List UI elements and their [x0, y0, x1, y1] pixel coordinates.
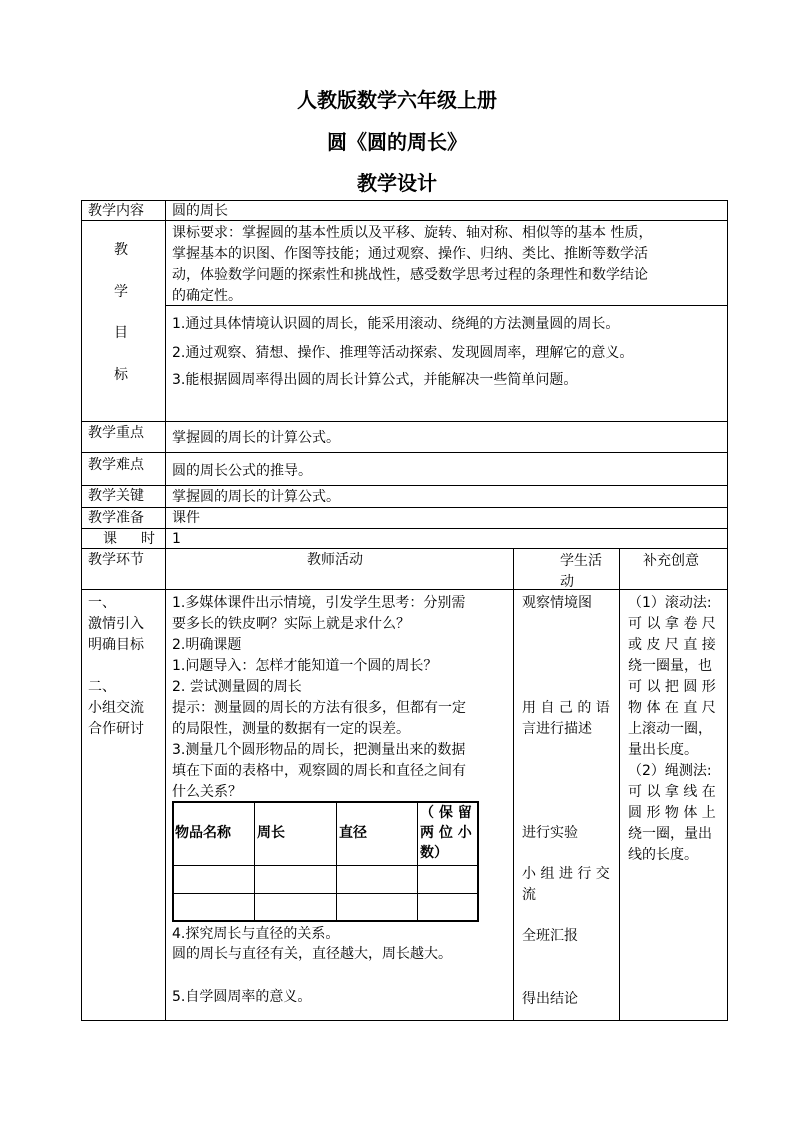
col-line [165, 200, 166, 1021]
header-student-b: 动 [560, 574, 574, 590]
curriculum-line: 课标要求：掌握圆的基本性质以及平移、旋转、轴对称、相似等的基本 性质， [172, 225, 653, 241]
inner-row-line [172, 865, 479, 866]
prep-value: 课件 [172, 510, 200, 526]
period-label-a: 课 [103, 531, 117, 547]
content-value: 圆的周长 [172, 203, 228, 219]
goals-label-char: 标 [114, 367, 128, 383]
table-border-bottom [81, 1020, 728, 1021]
key-point-value: 掌握圆的周长的计算公式。 [172, 430, 340, 446]
student-activity: 言进行描述 [522, 721, 592, 737]
inner-border-left [172, 801, 174, 922]
row-line [81, 589, 728, 590]
extra-line: 可 以 拿 卷 尺 [628, 616, 716, 632]
stage-line: 一、 [88, 595, 116, 611]
period-value: 1 [172, 531, 181, 547]
header-stage: 教学环节 [88, 552, 144, 568]
row-line [165, 305, 728, 306]
extra-line: 或 皮 尺 直 接 [628, 637, 716, 653]
teacher-line: 填在下面的表格中，观察圆的周长和直径之间有 [172, 763, 466, 779]
row-line [81, 485, 728, 486]
measure-header-precision: 数） [420, 845, 448, 861]
teacher-line: 2. 尝试测量圆的周长 [172, 679, 302, 695]
teacher-line: 1.多媒体课件出示情境，引发学生思考：分别需 [172, 595, 466, 611]
measure-header-precision: （ 保 留 [420, 805, 472, 821]
inner-col-line [254, 801, 255, 922]
teacher-line: 的局限性，测量的数据有一定的误差。 [172, 721, 410, 737]
extra-line: 圆 形 物 体 上 [628, 805, 716, 821]
extra-line: 量出长度。 [628, 742, 698, 758]
measure-header-precision: 两 位 小 [420, 825, 472, 841]
stage-line: 小组交流 [88, 700, 144, 716]
inner-col-line [417, 801, 418, 922]
curriculum-line: 动，体验数学问题的探索性和挑战性，感受数学思考过程的条理性和数学结论 [172, 267, 648, 283]
key-point-label: 教学重点 [88, 425, 144, 441]
extra-line: 上滚动一圈， [628, 721, 712, 737]
difficulty-label: 教学难点 [88, 457, 144, 473]
header-teacher: 教师活动 [307, 552, 363, 568]
measure-header-diameter: 直径 [339, 825, 367, 841]
student-activity: 流 [522, 887, 536, 903]
extra-line: （2）绳测法: [628, 763, 712, 779]
inner-col-line [336, 801, 337, 922]
title-line-3: 教学设计 [357, 171, 437, 195]
student-activity: 小 组 进 行 交 [522, 866, 610, 882]
col-line [513, 548, 514, 1021]
col-line [619, 548, 620, 1021]
objective-item: 3.能根据圆周率得出圆的周长计算公式，并能解决一些简单问题。 [172, 372, 578, 388]
student-activity: 得出结论 [522, 991, 578, 1007]
stage-line: 明确目标 [88, 637, 144, 653]
stage-line: 合作研讨 [88, 721, 144, 737]
row-line [81, 421, 728, 422]
crux-value: 掌握圆的周长的计算公式。 [172, 489, 340, 505]
teacher-line: 2.明确课题 [172, 637, 242, 653]
extra-line: 绕一圈，量出 [628, 826, 712, 842]
prep-label: 教学准备 [88, 510, 144, 526]
curriculum-line: 的确定性。 [172, 288, 242, 304]
student-activity: 进行实验 [522, 825, 578, 841]
teacher-line: 3.测量几个圆形物品的周长，把测量出来的数据 [172, 742, 466, 758]
extra-line: 物 体 在 直 尺 [628, 700, 716, 716]
student-activity: 用 自 己 的 语 [522, 700, 610, 716]
goals-label-char: 目 [114, 325, 128, 341]
title-line-2: 圆《圆的周长》 [327, 130, 467, 154]
crux-label: 教学关键 [88, 488, 144, 504]
header-student-a: 学生活 [560, 553, 602, 569]
inner-border-bottom [172, 920, 479, 922]
stage-line: 激情引入 [88, 616, 144, 632]
teacher-line: 提示：测量圆的周长的方法有很多，但都有一定 [172, 700, 466, 716]
student-activity: 观察情境图 [522, 595, 592, 611]
extra-line: 可 以 把 圆 形 [628, 679, 716, 695]
extra-line: 可 以 拿 线 在 [628, 784, 716, 800]
teacher-line: 圆的周长与直径有关，直径越大，周长越大。 [172, 946, 452, 962]
inner-border-right [477, 801, 479, 922]
measure-header-circumference: 周长 [257, 825, 285, 841]
stage-line: 二、 [88, 679, 116, 695]
teacher-line: 4.探究周长与直径的关系。 [172, 926, 340, 942]
table-border-left [81, 200, 82, 1021]
difficulty-value: 圆的周长公式的推导。 [172, 463, 312, 479]
goals-label-char: 学 [114, 284, 128, 300]
objective-item: 1.通过具体情境认识圆的周长，能采用滚动、绕绳的方法测量圆的周长。 [172, 316, 620, 332]
teacher-line: 1.问题导入：怎样才能知道一个圆的周长？ [172, 658, 438, 674]
student-activity: 全班汇报 [522, 928, 578, 944]
header-extra: 补充创意 [643, 553, 699, 569]
extra-line: 绕一圈量，也 [628, 658, 712, 674]
measure-header-name: 物品名称 [175, 825, 231, 841]
content-label: 教学内容 [88, 203, 144, 219]
table-border-right [727, 200, 728, 1021]
extra-line: 线的长度。 [628, 847, 698, 863]
teacher-line: 5.自学圆周率的意义。 [172, 989, 312, 1005]
goals-label-char: 教 [114, 242, 128, 258]
objective-item: 2.通过观察、猜想、操作、推理等活动探索、发现圆周率，理解它的意义。 [172, 345, 634, 361]
inner-row-line [172, 893, 479, 894]
row-line [81, 452, 728, 453]
teacher-line: 要多长的铁皮啊？实际上就是求什么？ [172, 616, 410, 632]
period-label-b: 时 [141, 531, 155, 547]
teacher-line: 什么关系？ [172, 784, 242, 800]
extra-line: （1）滚动法: [628, 595, 712, 611]
curriculum-line: 掌握基本的识图、作图等技能；通过观察、操作、归纳、类比、推断等数学活 [172, 246, 648, 262]
title-line-1: 人教版数学六年级上册 [297, 88, 497, 112]
